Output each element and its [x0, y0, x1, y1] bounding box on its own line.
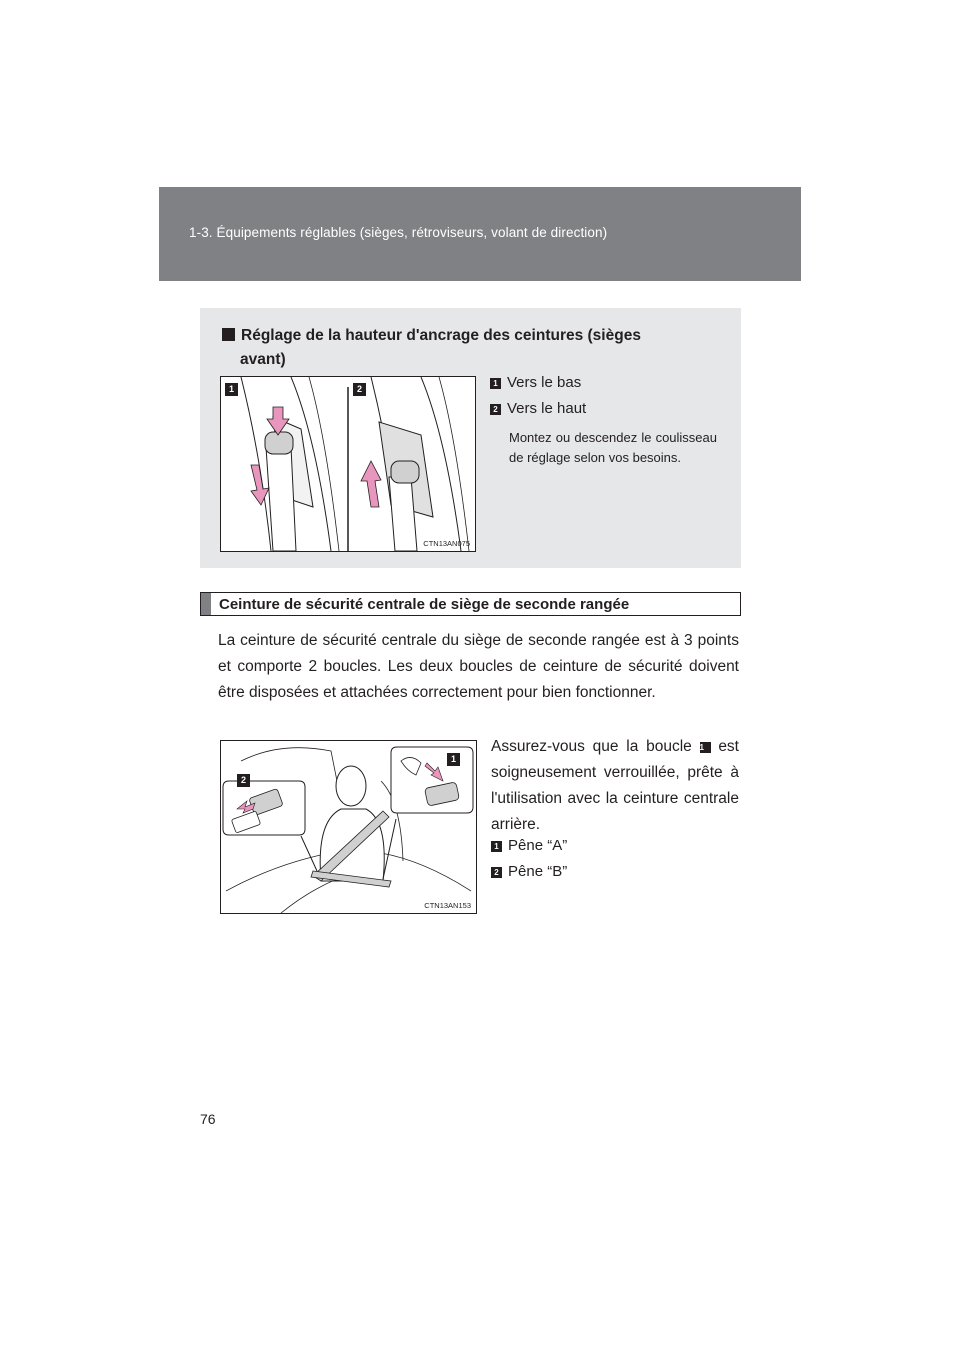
anchor-note: Montez ou descendez le coulisseau de réglage selon vos besoins. — [509, 430, 717, 465]
section-header-bar — [159, 187, 801, 281]
legend-text: Vers le haut — [507, 400, 587, 417]
figure-badge-1: 1 — [225, 383, 238, 396]
anchor-height-box — [200, 308, 741, 568]
center-belt-title: Ceinture de sécurité centrale de siège de seconde rangée — [219, 596, 630, 613]
badge-2: 2 — [491, 867, 502, 878]
side-text-before: Assurez-vous que la boucle — [491, 738, 692, 755]
legend-item-up — [490, 400, 586, 417]
center-belt-illustration — [221, 741, 476, 913]
square-bullet-icon — [222, 328, 235, 341]
inline-badge-1: 1 — [700, 742, 711, 753]
legend-item-tongue-b — [491, 863, 567, 880]
figure-badge-2: 2 — [237, 774, 250, 787]
legend-text: Pêne “B” — [508, 863, 568, 880]
legend-text: Pêne “A” — [508, 837, 568, 854]
legend-text: Vers le bas — [507, 374, 582, 391]
anchor-box-title-line1: Réglage de la hauteur d'ancrage des ceintures (sièges — [241, 327, 641, 344]
badge-2: 2 — [490, 404, 501, 415]
anchor-illustration — [221, 377, 475, 551]
figure-code: CTN13AN153 — [424, 901, 471, 910]
figure-badge-1: 1 — [447, 753, 460, 766]
anchor-figure — [220, 376, 476, 552]
center-belt-section-header — [200, 592, 741, 616]
legend-item-tongue-a — [491, 837, 567, 854]
legend-item-down — [490, 374, 581, 391]
section-title: 1-3. Équipements réglables (sièges, rétroviseurs, volant de direction) — [189, 225, 608, 240]
badge-1: 1 — [490, 378, 501, 389]
center-belt-side-text — [491, 734, 739, 838]
figure-badge-2: 2 — [353, 383, 366, 396]
center-belt-paragraph: La ceinture de sécurité centrale du siège de seconde rangée est à 3 points et comporte 2 boucles. Les deux boucles de ceinture de sécurité doivent être disposées et attachées correctement pour bien fonctionner. — [218, 632, 739, 701]
section-header-accent — [201, 593, 211, 615]
badge-1: 1 — [491, 841, 502, 852]
page-number: 76 — [200, 1111, 216, 1127]
center-belt-figure — [220, 740, 477, 914]
anchor-box-title-line2: avant) — [240, 351, 286, 368]
side-text-after: est soigneusement verrouillée, prête à l'utilisation avec la ceinture centrale arrière. — [491, 738, 739, 833]
anchor-box-title — [222, 324, 718, 372]
figure-code: CTN13AN075 — [423, 539, 470, 548]
